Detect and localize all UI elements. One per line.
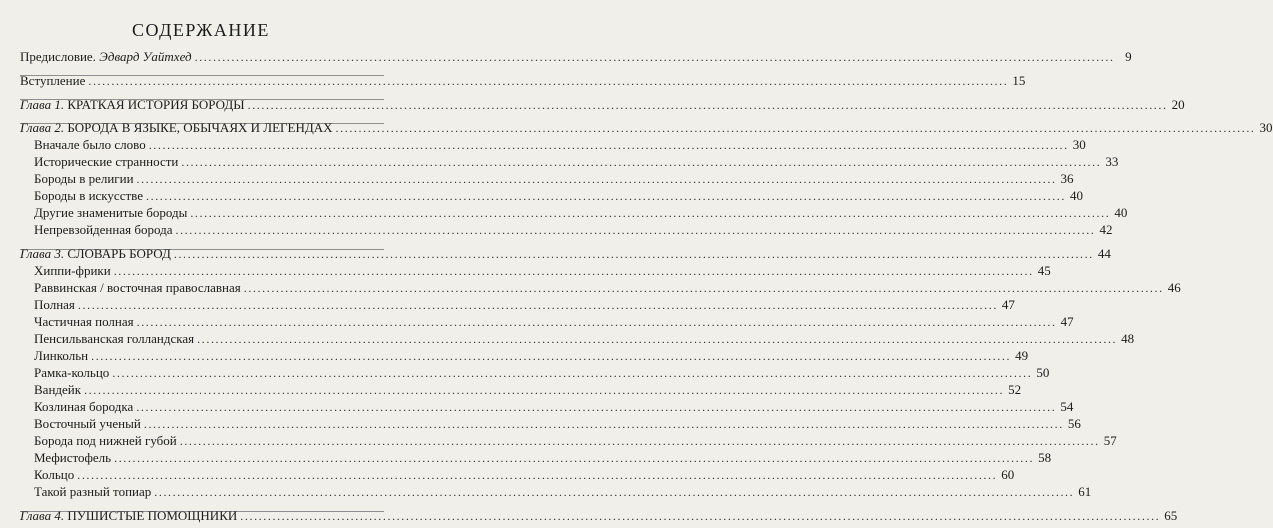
entry-title: КРАТКАЯ ИСТОРИЯ БОРОДЫ (64, 97, 245, 112)
toc-entry-label (34, 416, 141, 432)
dot-leader: ........................................................................................................................................................................................................ (77, 298, 998, 312)
page-number: 46 (1167, 280, 1181, 295)
toc-subentry (34, 331, 1135, 347)
page-title: СОДЕРЖАНИЕ (132, 20, 270, 40)
toc-entry (20, 73, 1026, 89)
toc-entry (20, 49, 1132, 65)
dot-leader: ........................................................................................................................................................................................................ (175, 223, 1096, 237)
page-number: 45 (1037, 263, 1051, 278)
toc-entry-label (34, 450, 111, 466)
dot-leader: ........................................................................................................................................................................................................ (88, 74, 1009, 88)
entry-title: Пенсильванская голландская (34, 331, 195, 346)
toc-entry-label (34, 365, 109, 381)
dot-leader: ........................................................................................................................................................................................................ (114, 451, 1035, 465)
toc-entry-label (34, 154, 178, 170)
page-number: 40 (1070, 188, 1083, 203)
dot-leader: ........................................................................................................................................................................................................ (148, 138, 1069, 152)
entry-title: Линкольн (34, 348, 89, 363)
chapter-number: Глава 1. (20, 97, 65, 112)
page-number: 65 (1164, 508, 1178, 523)
dot-leader: ........................................................................................................................................................................................................ (197, 332, 1118, 346)
entry-title: Вступление (20, 73, 86, 88)
page-number: 9 (1125, 49, 1132, 64)
entry-title: БОРОДА В ЯЗЫКЕ, ОБЫЧАЯХ И ЛЕГЕНДАХ (64, 120, 333, 135)
toc-subentry (34, 348, 1029, 364)
page-number: 47 (1060, 314, 1074, 329)
page-number: 57 (1103, 433, 1117, 448)
toc-subentry (34, 154, 1119, 170)
entry-title: Предисловие. (20, 49, 100, 64)
chapter-number: Глава 3. (20, 246, 65, 261)
entry-title: Полная (34, 297, 75, 312)
entry-title: Вандейк (34, 382, 82, 397)
page-number: 56 (1067, 416, 1081, 431)
entry-title: Кольцо (34, 467, 75, 482)
toc-entry-label (34, 314, 134, 330)
toc-subentry (34, 171, 1074, 187)
dot-leader: ........................................................................................................................................................................................................ (136, 400, 1057, 414)
page-number: 50 (1036, 365, 1050, 380)
toc-subentry (34, 484, 1092, 500)
toc-entry-label (34, 467, 74, 483)
toc-entry-label (34, 171, 134, 187)
page-number: 48 (1121, 331, 1135, 346)
toc-entry (20, 246, 1111, 262)
entry-title: Такой разный топиар (34, 484, 152, 499)
toc-entry-label (34, 137, 146, 153)
entry-title: Раввинская / восточная православная (34, 280, 241, 295)
page-number: 58 (1038, 450, 1052, 465)
dot-leader: ........................................................................................................................................................................................................ (181, 155, 1102, 169)
entry-title: ПУШИСТЫЕ ПОМОЩНИКИ (64, 508, 238, 523)
dot-leader: ........................................................................................................................................................................................................ (243, 281, 1164, 295)
toc-entry-label (34, 433, 177, 449)
entry-title: Мефистофель (34, 450, 112, 465)
dot-leader: ........................................................................................................................................................................................................ (240, 509, 1161, 523)
entry-title: Другие знаменитые бороды (34, 205, 188, 220)
dot-leader: ........................................................................................................................................................................................................ (77, 468, 998, 482)
toc-entry-label (20, 97, 245, 113)
page-number: 60 (1001, 467, 1015, 482)
toc-entry-label (34, 205, 187, 221)
entry-title: Непревзойденная борода (34, 222, 173, 237)
dot-leader: ........................................................................................................................................................................................................ (194, 50, 1115, 64)
toc-entry-label (34, 348, 88, 364)
toc-entry-label (34, 297, 75, 313)
toc-subentry (34, 450, 1052, 466)
page-number: 15 (1012, 73, 1026, 88)
entry-title: Исторические странности (34, 154, 179, 169)
entry-title: Бороды в религии (34, 171, 134, 186)
page-number: 30 (1259, 120, 1273, 135)
toc-subentry (34, 222, 1113, 238)
toc-subentry (34, 205, 1128, 221)
page-number: 52 (1008, 382, 1022, 397)
entry-title: Борода под нижней губой (34, 433, 177, 448)
dot-leader: ........................................................................................................................................................................................................ (84, 383, 1005, 397)
entry-title: СЛОВАРЬ БОРОД (64, 246, 171, 261)
dot-leader: ........................................................................................................................................................................................................ (154, 485, 1075, 499)
dot-leader: ........................................................................................................................................................................................................ (247, 98, 1168, 112)
chapter-number: Глава 4. (20, 508, 65, 523)
entry-title: Бороды в искусстве (34, 188, 143, 203)
toc-subentry (34, 280, 1181, 296)
page-number: 47 (1001, 297, 1015, 312)
toc-subentry (34, 137, 1086, 153)
toc-entry-label (34, 280, 241, 296)
entry-title: Хиппи-фрики (34, 263, 111, 278)
dot-leader: ........................................................................................................................................................................................................ (112, 366, 1033, 380)
dot-leader: ........................................................................................................................................................................................................ (113, 264, 1034, 278)
page-number: 20 (1171, 97, 1185, 112)
page-number: 54 (1060, 399, 1074, 414)
dot-leader: ........................................................................................................................................................................................................ (136, 172, 1057, 186)
toc-entry-label (34, 188, 143, 204)
page-number: 40 (1114, 205, 1128, 220)
toc-entry-label (20, 49, 192, 65)
dot-leader: ........................................................................................................................................................................................................ (146, 189, 1066, 203)
toc-entry-label (34, 484, 151, 500)
toc-entry-label (34, 222, 172, 238)
chapter-number: Глава 2. (20, 120, 65, 135)
page-number: 44 (1097, 246, 1111, 261)
entry-author: Эдвард Уайтхед (99, 49, 192, 64)
toc-entry-label (20, 246, 171, 262)
page-number: 30 (1072, 137, 1086, 152)
toc-entry-label (34, 331, 194, 347)
toc-entry-label (20, 508, 237, 524)
toc-subentry (34, 382, 1022, 398)
page-number: 36 (1060, 171, 1074, 186)
entry-title: Рамка-кольцо (34, 365, 110, 380)
toc-subentry (34, 433, 1117, 449)
page-number: 61 (1078, 484, 1092, 499)
toc-subentry (34, 314, 1074, 330)
dot-leader: ........................................................................................................................................................................................................ (335, 121, 1256, 135)
page-number: 42 (1099, 222, 1113, 237)
toc-entry-label (34, 263, 111, 279)
dot-leader: ........................................................................................................................................................................................................ (91, 349, 1012, 363)
toc-entry-label (20, 73, 85, 89)
toc-entry (20, 120, 1273, 136)
toc-entry-label (34, 382, 81, 398)
toc-subentry (34, 263, 1051, 279)
toc-subentry (34, 365, 1050, 381)
dot-leader: ........................................................................................................................................................................................................ (173, 247, 1094, 261)
dot-leader: ........................................................................................................................................................................................................ (190, 206, 1111, 220)
toc-subentry (34, 297, 1015, 313)
toc-subentry (34, 399, 1074, 415)
toc-subentry (34, 467, 1015, 483)
dot-leader: ........................................................................................................................................................................................................ (136, 315, 1057, 329)
toc-subentry (34, 416, 1081, 432)
page-number: 49 (1015, 348, 1029, 363)
toc-entry (20, 97, 1185, 113)
entry-title: Вначале было слово (34, 137, 146, 152)
toc-entry-label (34, 399, 133, 415)
page-number: 33 (1105, 154, 1119, 169)
dot-leader: ........................................................................................................................................................................................................ (179, 434, 1100, 448)
toc-entry-label (20, 120, 333, 136)
entry-title: Восточный ученый (34, 416, 141, 431)
entry-title: Козлиная бородка (34, 399, 134, 414)
toc-subentry (34, 188, 1083, 204)
entry-title: Частичная полная (34, 314, 134, 329)
dot-leader: ........................................................................................................................................................................................................ (143, 417, 1064, 431)
toc-entry (20, 508, 1178, 524)
